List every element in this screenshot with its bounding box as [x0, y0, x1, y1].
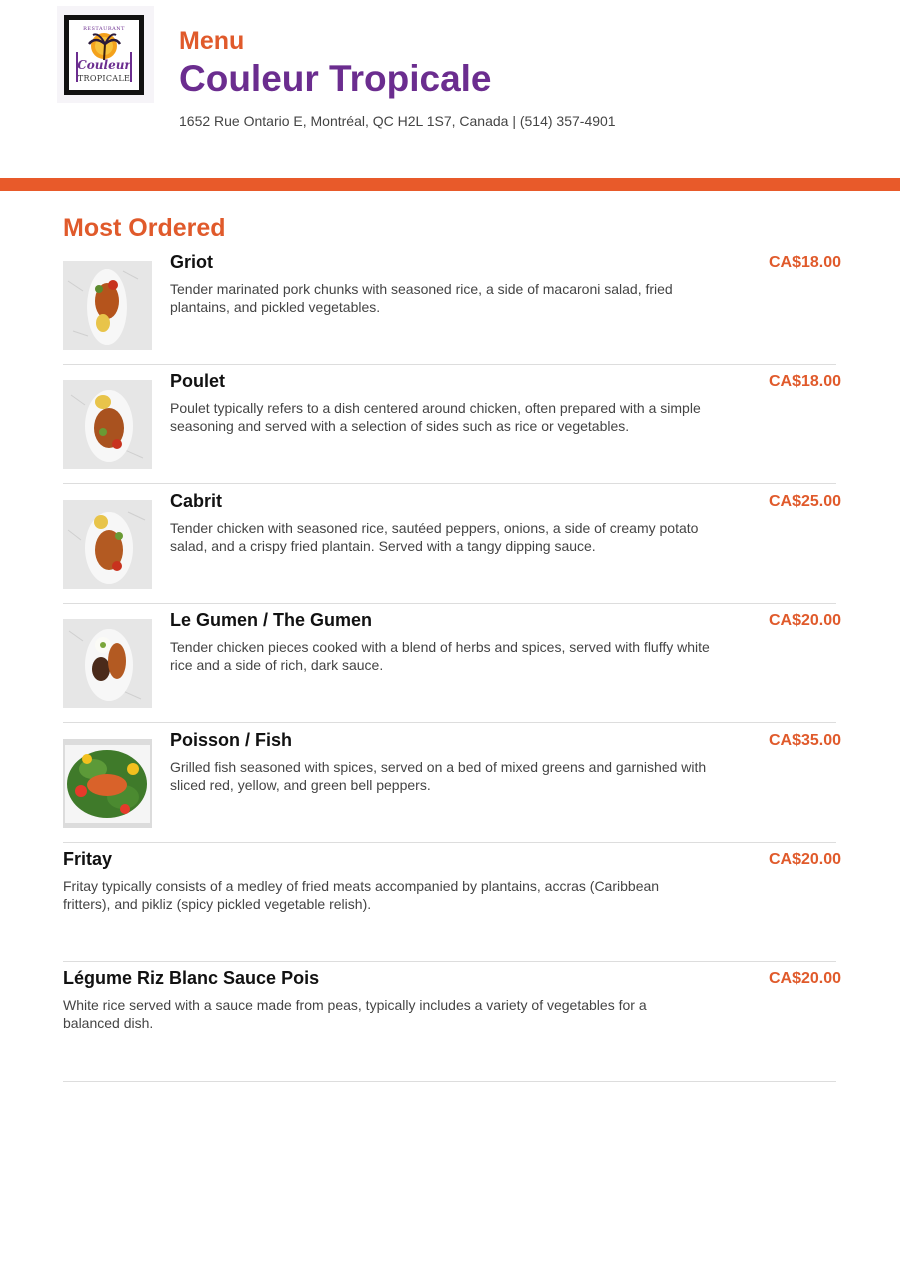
menu-item[interactable]	[63, 730, 842, 843]
dish-name: Poulet	[170, 371, 226, 391]
menu-item[interactable]	[63, 849, 842, 962]
dish-description: Tender chicken with seasoned rice, sautéed peppers, onions, a side of creamy potato salad, and a crispy fried plantain. Served with a tangy dipping sauce.	[170, 520, 699, 554]
dish-price: CA$18.00	[769, 254, 842, 271]
dish-price: CA$25.00	[769, 493, 842, 510]
item-divider	[63, 364, 836, 365]
item-divider	[63, 603, 836, 604]
dish-description: Tender chicken pieces cooked with a blend of herbs and spices, served with fluffy white rice and a side of rich, dark sauce.	[170, 639, 710, 673]
menu-item[interactable]	[63, 252, 842, 365]
logo-script-text: Couleur	[77, 58, 131, 72]
dish-description: Fritay typically consists of a medley of fried meats accompanied by plantains, accras (Caribbean fritters), and pikliz (spicy pickled vegetable relish).	[63, 878, 660, 912]
item-divider	[63, 842, 836, 843]
dish-price: CA$20.00	[769, 851, 842, 868]
section-title: Most Ordered	[63, 214, 226, 242]
menu-header	[0, 0, 900, 178]
restaurant-name: Couleur Tropicale	[179, 58, 492, 99]
dish-image	[63, 619, 152, 708]
dish-price: CA$20.00	[769, 612, 842, 629]
menu-item[interactable]	[63, 610, 842, 723]
dish-image	[63, 380, 152, 469]
dish-description: Grilled fish seasoned with spices, served on a bed of mixed greens and garnished with sliced red, yellow, and green bell peppers.	[170, 759, 707, 793]
header-divider-bar	[0, 178, 900, 191]
dish-price: CA$20.00	[769, 970, 842, 987]
dish-name: Le Gumen / The Gumen	[170, 610, 373, 630]
dish-name: Poisson / Fish	[170, 730, 293, 750]
dish-image	[63, 261, 152, 350]
dish-description: Tender marinated pork chunks with seasoned rice, a side of macaroni salad, fried plantains, and pickled vegetables.	[170, 281, 673, 315]
item-divider	[63, 961, 836, 962]
dish-price: CA$18.00	[769, 373, 842, 390]
dish-name: Légume Riz Blanc Sauce Pois	[63, 968, 320, 988]
menu-item[interactable]	[63, 371, 842, 484]
logo-arc-text: RESTAURANT	[83, 26, 125, 32]
restaurant-logo	[64, 15, 144, 95]
dish-name: Griot	[170, 252, 213, 272]
item-divider	[63, 483, 836, 484]
dish-name: Fritay	[63, 849, 113, 869]
menu-item[interactable]	[63, 491, 842, 604]
menu-label: Menu	[179, 27, 245, 55]
menu-item[interactable]	[63, 968, 842, 1081]
dish-description: Poulet typically refers to a dish centered around chicken, often prepared with a simple seasoning and served with a selection of sides such as rice or vegetables.	[170, 400, 701, 434]
dish-description: White rice served with a sauce made from peas, typically includes a variety of vegetables for a balanced dish.	[63, 997, 647, 1031]
dish-image	[63, 739, 152, 828]
dish-image	[63, 500, 152, 589]
restaurant-address: 1652 Rue Ontario E, Montréal, QC H2L 1S7, Canada | (514) 357-4901	[179, 113, 616, 129]
dish-name: Cabrit	[170, 491, 223, 511]
logo-container	[57, 6, 154, 103]
dish-price: CA$35.00	[769, 732, 842, 749]
item-divider	[63, 1081, 836, 1082]
logo-small-text: TROPICALE	[77, 74, 131, 83]
item-divider	[63, 722, 836, 723]
logo-inner	[69, 20, 139, 90]
